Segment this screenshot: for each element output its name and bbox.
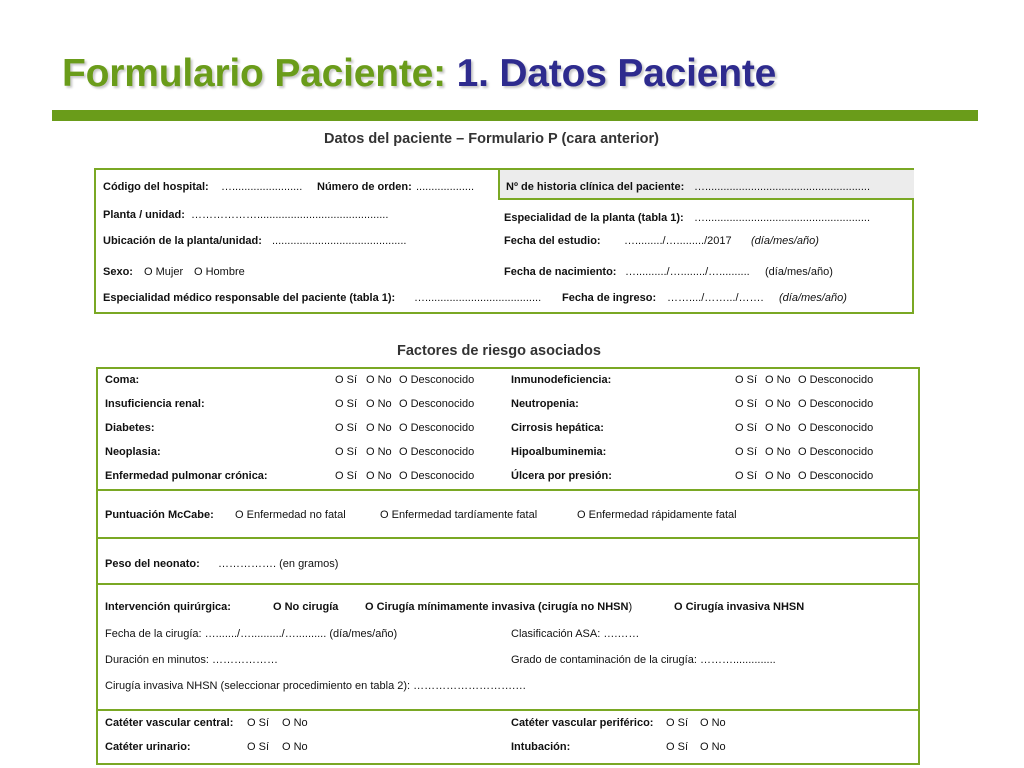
risk-option-no[interactable]: O No [366, 446, 392, 458]
risk-option-no[interactable]: O No [366, 470, 392, 482]
hospital-code-field[interactable]: …....................... [221, 181, 303, 193]
risk-option-unknown[interactable]: O Desconocido [399, 374, 475, 386]
risk-option-yes[interactable]: O Sí [735, 422, 758, 434]
order-number-field[interactable]: ................... [416, 181, 475, 193]
sex-option-female[interactable]: O Mujer [144, 266, 184, 278]
risk-option-no[interactable]: O No [765, 422, 791, 434]
slide-title [62, 52, 776, 96]
study-date-format: (día/mes/año) [751, 235, 819, 247]
risk-label-right: Úlcera por presión: [511, 470, 612, 482]
study-date-label: Fecha del estudio: [504, 235, 601, 247]
divider [98, 537, 918, 539]
risk-option-no[interactable]: O No [366, 422, 392, 434]
physician-specialty-label: Especialidad médico responsable del paciente (tabla 1): [103, 292, 396, 304]
divider [98, 583, 918, 585]
neonate-weight-label: Peso del neonato: [105, 558, 200, 570]
urinary-catheter-label: Catéter urinario: [105, 741, 191, 753]
risk-option-yes[interactable]: O Sí [335, 470, 358, 482]
risk-option-yes[interactable]: O Sí [335, 422, 358, 434]
nhsn-procedure-field[interactable]: Cirugía invasiva NHSN (seleccionar procedimiento en tabla 2): ……………………….… [105, 680, 527, 692]
urinary-catheter-no[interactable]: O No [282, 741, 308, 753]
birth-date-field[interactable]: …........../…......../….......... [625, 266, 750, 278]
physician-specialty-field[interactable]: …...................................... [414, 292, 542, 304]
risk-label-left: Insuficiencia renal: [105, 398, 205, 410]
admission-date-format: (día/mes/año) [779, 292, 847, 304]
risk-option-unknown[interactable]: O Desconocido [399, 470, 475, 482]
sex-label: Sexo: [103, 266, 133, 278]
ward-field[interactable]: ………………........................................... [191, 209, 389, 221]
admission-date-field[interactable]: ……..../…….../……. [667, 292, 764, 304]
slide-title-main: Formulario Paciente: [62, 52, 446, 95]
peripheral-catheter-no[interactable]: O No [700, 717, 726, 729]
mccabe-label: Puntuación McCabe: [105, 509, 214, 521]
surgery-label: Intervención quirúrgica: [105, 601, 231, 613]
risk-label-right: Inmunodeficiencia: [511, 374, 612, 386]
mccabe-option-late-fatal[interactable]: O Enfermedad tardíamente fatal [380, 509, 538, 521]
risk-factors-box [96, 367, 920, 765]
admission-date-label: Fecha de ingreso: [562, 292, 657, 304]
birth-date-label: Fecha de nacimiento: [504, 266, 617, 278]
risk-option-unknown[interactable]: O Desconocido [399, 422, 475, 434]
risk-label-left: Enfermedad pulmonar crónica: [105, 470, 268, 482]
asa-classification-field[interactable]: Clasificación ASA: ….…… [511, 628, 640, 640]
risk-option-no[interactable]: O No [765, 398, 791, 410]
mccabe-option-nonfatal[interactable]: O Enfermedad no fatal [235, 509, 346, 521]
study-date-field[interactable]: …........./…........./2017 [624, 235, 732, 247]
ward-location-field[interactable]: ............................................ [272, 235, 407, 247]
ward-specialty-label: Especialidad de la planta (tabla 1): [504, 212, 684, 224]
peripheral-catheter-yes[interactable]: O Sí [666, 717, 689, 729]
risk-label-right: Cirrosis hepática: [511, 422, 604, 434]
history-number-label: Nº de historia clínica del paciente: [506, 181, 685, 193]
surgery-option-minimally-invasive-paren: ) [628, 601, 633, 613]
urinary-catheter-yes[interactable]: O Sí [247, 741, 270, 753]
surgery-date-field[interactable]: Fecha de la cirugía: …......./…........../….......... (día/mes/año) [105, 628, 398, 640]
patient-data-box [94, 168, 914, 314]
risk-option-yes[interactable]: O Sí [335, 374, 358, 386]
risk-option-unknown[interactable]: O Desconocido [798, 470, 874, 482]
birth-date-format: (día/mes/año) [765, 266, 833, 278]
divider [98, 709, 918, 711]
slide-title-sub: 1. Datos Paciente [456, 52, 777, 95]
mccabe-option-rapid-fatal[interactable]: O Enfermedad rápidamente fatal [577, 509, 737, 521]
intubation-label: Intubación: [511, 741, 571, 753]
risk-option-no[interactable]: O No [366, 374, 392, 386]
risk-option-yes[interactable]: O Sí [335, 446, 358, 458]
surgery-option-none[interactable]: O No cirugía [273, 601, 339, 613]
intubation-yes[interactable]: O Sí [666, 741, 689, 753]
ward-label: Planta / unidad: [103, 209, 185, 221]
intubation-no[interactable]: O No [700, 741, 726, 753]
risk-option-unknown[interactable]: O Desconocido [798, 398, 874, 410]
section-heading-patient-data: Datos del paciente – Formulario P (cara anterior) [324, 131, 659, 147]
risk-label-left: Diabetes: [105, 422, 155, 434]
risk-option-yes[interactable]: O Sí [735, 374, 758, 386]
ward-specialty-field[interactable]: …...................................................... [694, 212, 871, 224]
ward-location-label: Ubicación de la planta/unidad: [103, 235, 262, 247]
risk-option-yes[interactable]: O Sí [735, 398, 758, 410]
section-heading-risk-factors: Factores de riesgo asociados [397, 343, 601, 359]
risk-label-left: Coma: [105, 374, 140, 386]
risk-option-unknown[interactable]: O Desconocido [399, 446, 475, 458]
neonate-weight-field[interactable]: ……………. (en gramos) [218, 558, 339, 570]
risk-option-yes[interactable]: O Sí [735, 470, 758, 482]
risk-option-no[interactable]: O No [765, 470, 791, 482]
risk-option-no[interactable]: O No [765, 374, 791, 386]
central-catheter-no[interactable]: O No [282, 717, 308, 729]
divider [98, 489, 918, 491]
risk-option-unknown[interactable]: O Desconocido [798, 422, 874, 434]
risk-option-yes[interactable]: O Sí [735, 446, 758, 458]
central-catheter-yes[interactable]: O Sí [247, 717, 270, 729]
peripheral-catheter-label: Catéter vascular periférico: [511, 717, 654, 729]
risk-option-unknown[interactable]: O Desconocido [798, 446, 874, 458]
central-catheter-label: Catéter vascular central: [105, 717, 234, 729]
hospital-code-label: Código del hospital: [103, 181, 209, 193]
surgery-option-invasive-nhsn[interactable]: O Cirugía invasiva NHSN [674, 601, 805, 613]
risk-label-right: Neutropenia: [511, 398, 579, 410]
risk-option-no[interactable]: O No [765, 446, 791, 458]
surgery-option-minimally-invasive-label: O Cirugía mínimamente invasiva (cirugía no NHSN [365, 601, 629, 613]
sex-option-male[interactable]: O Hombre [194, 266, 245, 278]
risk-option-unknown[interactable]: O Desconocido [399, 398, 475, 410]
history-number-field[interactable]: …...................................................... [694, 181, 871, 193]
risk-option-unknown[interactable]: O Desconocido [798, 374, 874, 386]
order-number-label: Número de orden: [317, 181, 412, 193]
risk-label-right: Hipoalbuminemia: [511, 446, 607, 458]
surgery-duration-field[interactable]: Duración en minutos: ……………… [105, 654, 278, 666]
risk-option-no[interactable]: O No [366, 398, 392, 410]
title-underline-bar [52, 110, 978, 121]
surgery-contamination-field[interactable]: Grado de contaminación de la cirugía: ……….............. [511, 654, 776, 666]
risk-option-yes[interactable]: O Sí [335, 398, 358, 410]
risk-label-left: Neoplasia: [105, 446, 161, 458]
surgery-option-minimally-invasive[interactable] [365, 601, 632, 614]
